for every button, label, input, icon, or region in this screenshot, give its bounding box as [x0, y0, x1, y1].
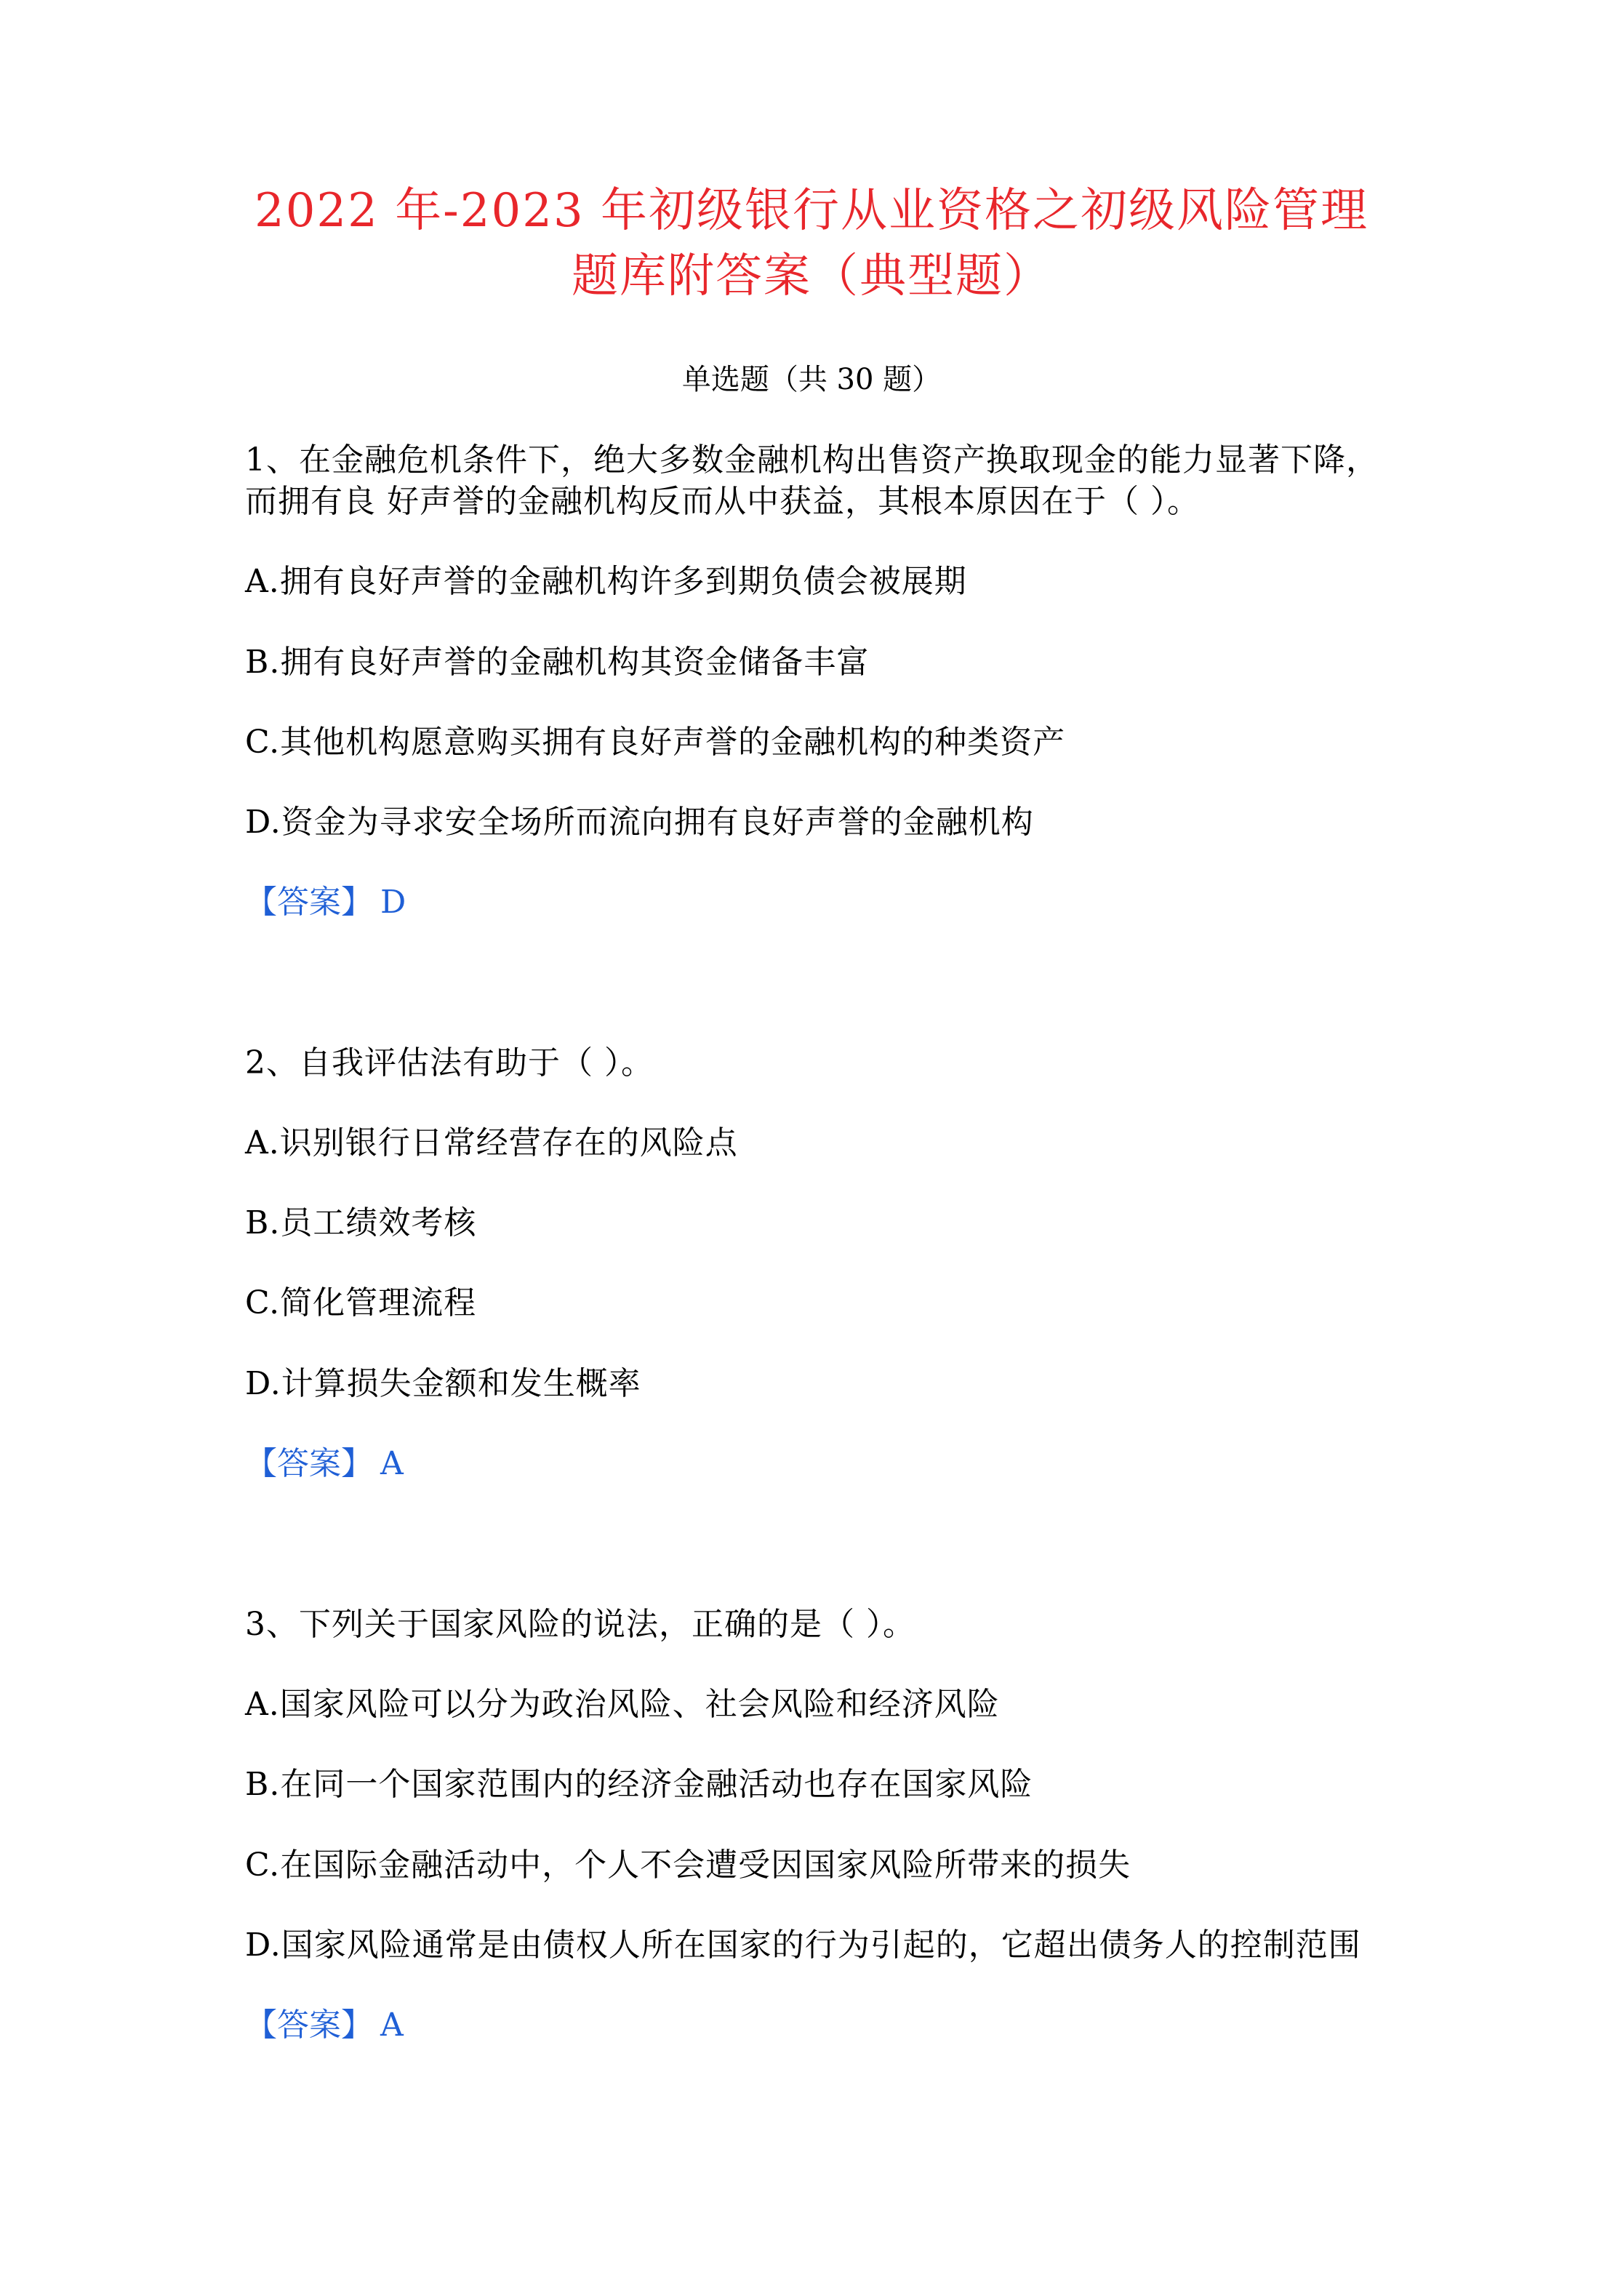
answer-tag: 【答案】 [245, 884, 373, 921]
question-1-answer [245, 881, 406, 924]
question-1-stem-line-2: 而拥有良 好声誉的金融机构反而从中获益，其根本原因在于（ ）。 [245, 483, 1200, 520]
question-3-option-d: D.国家风险通常是由债权人所在国家的行为引起的，它超出债务人的控制范围 [245, 1927, 1361, 1964]
question-3-stem-line-1: 3、下列关于国家风险的说法，正确的是（ ）。 [245, 1606, 915, 1643]
question-2-option-a: A.识别银行日常经营存在的风险点 [245, 1124, 738, 1161]
question-2-option-c: C.简化管理流程 [245, 1284, 477, 1321]
question-1-option-d: D.资金为寻求安全场所而流向拥有良好声誉的金融机构 [245, 804, 1034, 841]
question-1-option-b: B.拥有良好声誉的金融机构其资金储备丰富 [245, 644, 870, 681]
answer-tag: 【答案】 [245, 2007, 373, 2044]
question-2-option-b: B.员工绩效考核 [245, 1204, 477, 1241]
question-2-answer [245, 1442, 404, 1486]
document-title-line-1: 2022 年-2023 年初级银行从业资格之初级风险管理 [254, 184, 1369, 238]
answer-value: A [380, 1445, 404, 1482]
question-1-option-c: C.其他机构愿意购买拥有良好声誉的金融机构的种类资产 [245, 724, 1066, 761]
answer-tag: 【答案】 [245, 1445, 373, 1482]
question-2-option-d: D.计算损失金额和发生概率 [245, 1365, 641, 1402]
answer-value: A [380, 2007, 404, 2044]
question-3-option-a: A.国家风险可以分为政治风险、社会风险和经济风险 [245, 1686, 1000, 1723]
question-2-stem-line-1: 2、自我评估法有助于（ ）。 [245, 1044, 654, 1081]
question-3-option-c: C.在国际金融活动中，个人不会遭受因国家风险所带来的损失 [245, 1847, 1131, 1884]
section-heading: 单选题（共 30 题） [681, 363, 942, 396]
question-3-option-b: B.在同一个国家范围内的经济金融活动也存在国家风险 [245, 1766, 1033, 1803]
question-1-stem-line-1: 1、在金融危机条件下，绝大多数金融机构出售资产换取现金的能力显著下降， [245, 441, 1379, 479]
document-title-line-2: 题库附答案（典型题） [572, 249, 1051, 303]
answer-value: D [380, 884, 406, 921]
question-1-option-a: A.拥有良好声誉的金融机构许多到期负债会被展期 [245, 563, 967, 600]
question-3-answer [245, 2004, 404, 2047]
